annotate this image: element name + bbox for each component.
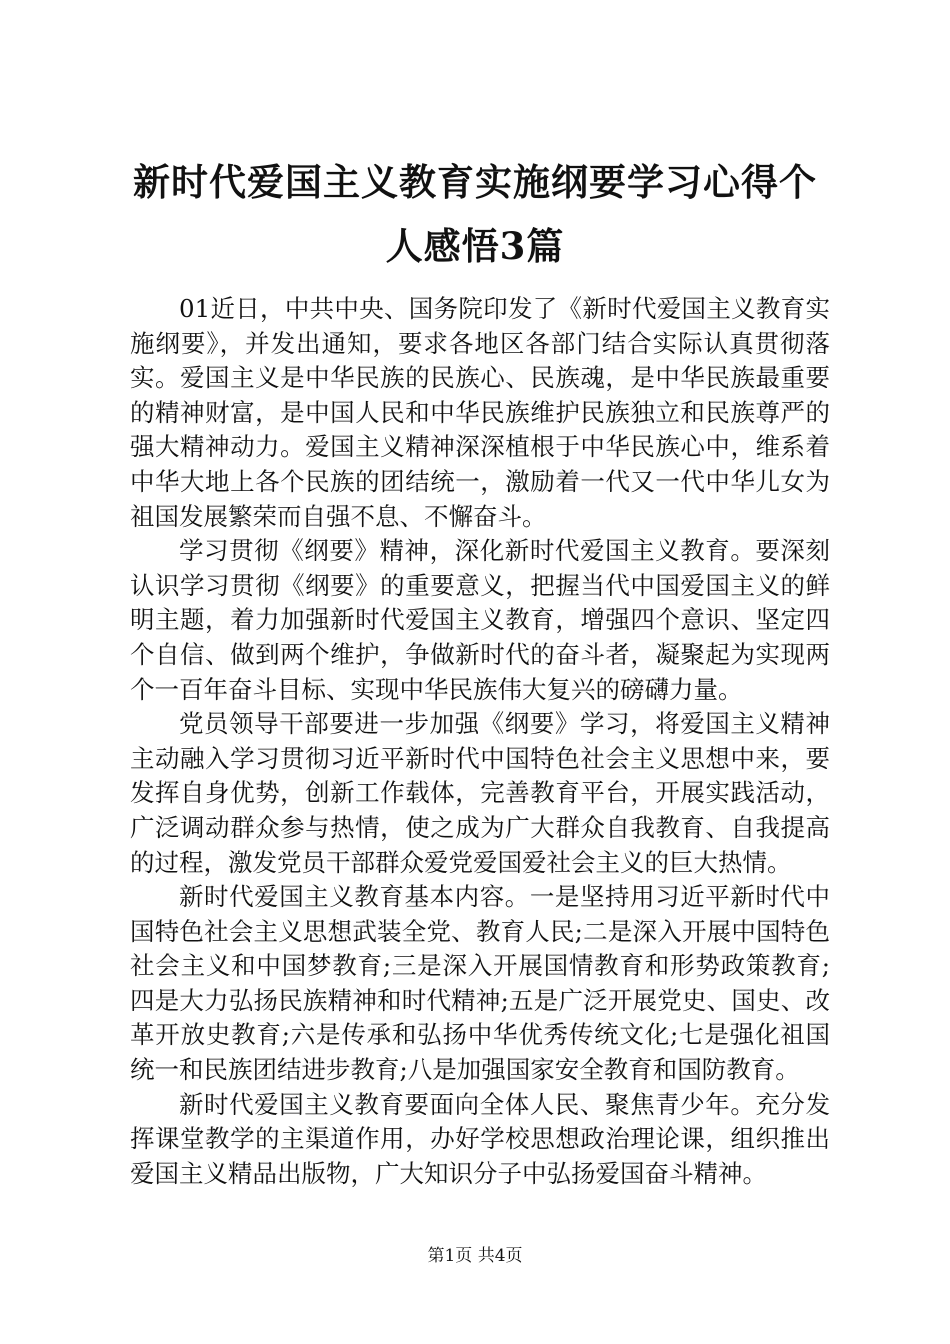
paragraph: 学习贯彻《纲要》精神，深化新时代爱国主义教育。要深刻认识学习贯彻《纲要》的重要意义，把握当代中国爱国主义的鲜明主题，着力加强新时代爱国主义教育，增强四个意识、坚定四个自信、做到两个维护，争做新时代的奋斗者，凝聚起为实现两个一百年奋斗目标、实现中华民族伟大复兴的磅礴力量。: [130, 536, 830, 704]
paragraph: 01近日，中共中央、国务院印发了《新时代爱国主义教育实施纲要》，并发出通知，要求各地区各部门结合实际认真贯彻落实。爱国主义是中华民族的民族心、民族魂，是中华民族最重要的精神财富，是中国人民和中华民族维护民族独立和民族尊严的强大精神动力。爱国主义精神深深植根于中华民族心中，维系着中华大地上各个民族的团结统一，激励着一代又一代中华儿女为祖国发展繁荣而自强不息、不懈奋斗。: [130, 294, 830, 531]
page-footer: 第1页 共4页: [427, 1246, 523, 1266]
document-body: [130, 292, 830, 1191]
paragraph: 党员领导干部要进一步加强《纲要》学习，将爱国主义精神主动融入学习贯彻习近平新时代中国特色社会主义思想中来，要发挥自身优势，创新工作载体，完善教育平台，开展实践活动，广泛调动群众参与热情，使之成为广大群众自我教育、自我提高的过程，激发党员干部群众爱党爱国爱社会主义的巨大热情。: [130, 709, 830, 877]
paragraph: 新时代爱国主义教育基本内容。一是坚持用习近平新时代中国特色社会主义思想武装全党、教育人民;二是深入开展中国特色社会主义和中国梦教育;三是深入开展国情教育和形势政策教育;四是大力弘扬民族精神和时代精神;五是广泛开展党史、国史、改革开放史教育;六是传承和弘扬中华优秀传统文化;七是强化祖国统一和民族团结进步教育;八是加强国家安全教育和国防教育。: [130, 882, 830, 1085]
document-title: 新时代爱国主义教育实施纲要学习心得个人感悟3篇: [133, 160, 817, 268]
paragraph: 新时代爱国主义教育要面向全体人民、聚焦青少年。充分发挥课堂教学的主渠道作用，办好学校思想政治理论课，组织推出爱国主义精品出版物，广大知识分子中弘扬爱国奋斗精神。: [130, 1089, 830, 1188]
